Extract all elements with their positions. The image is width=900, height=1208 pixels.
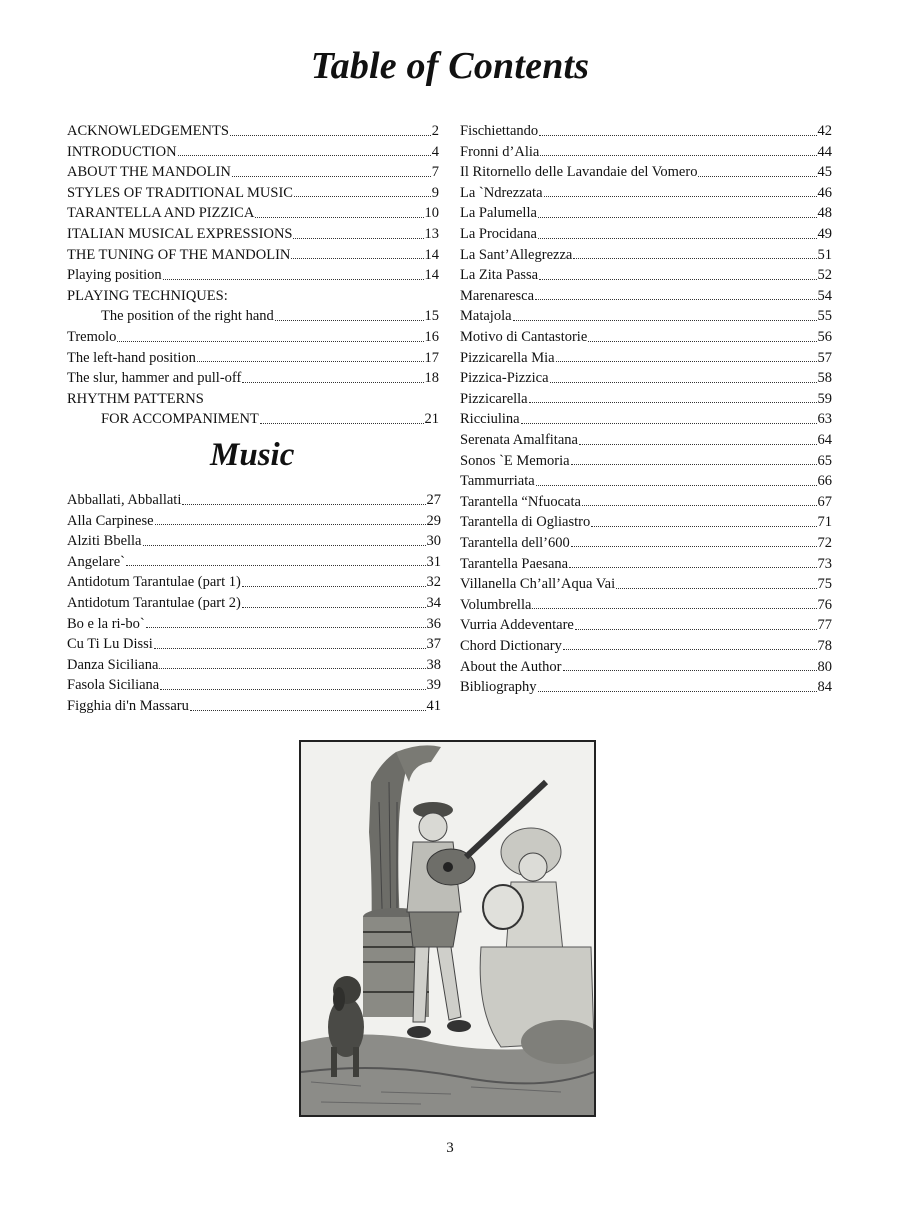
toc-entry-title: STYLES OF TRADITIONAL MUSIC — [67, 184, 293, 201]
toc-entry — [67, 693, 441, 714]
toc-entry-title: La `Ndrezzata — [460, 184, 543, 201]
toc-leader-dots — [163, 278, 424, 280]
toc-leader-dots — [294, 195, 431, 197]
toc-entry-title: Matajola — [460, 308, 512, 325]
toc-entry-page: 52 — [817, 267, 832, 284]
toc-entry-page: 42 — [817, 123, 832, 140]
toc-entry — [460, 118, 832, 139]
toc-entry-page: 80 — [817, 658, 832, 675]
toc-leader-dots — [616, 587, 816, 589]
toc-entry-page: 32 — [426, 574, 441, 591]
toc-leader-dots — [260, 422, 424, 424]
toc-entry-title: Playing position — [67, 267, 162, 284]
toc-leader-dots — [538, 237, 817, 239]
toc-entry — [460, 365, 832, 386]
toc-leader-dots — [155, 523, 426, 525]
toc-entry-page: 7 — [431, 164, 439, 181]
toc-entry-page: 84 — [817, 679, 832, 696]
toc-entry — [67, 549, 441, 570]
toc-entry — [67, 386, 439, 407]
toc-leader-dots — [698, 175, 816, 177]
toc-entry-page: 31 — [426, 553, 441, 570]
toc-entry-title: Bo e la ri-bo` — [67, 615, 145, 632]
toc-entry — [67, 345, 439, 366]
toc-entry — [460, 345, 832, 366]
toc-entry-title: TARANTELLA AND PIZZICA — [67, 205, 255, 222]
toc-entry-title: Figghia di'n Massaru — [67, 698, 189, 715]
toc-entry-title: THE TUNING OF THE MANDOLIN — [67, 246, 291, 263]
toc-entry — [460, 448, 832, 469]
toc-entry-page: 59 — [817, 390, 832, 407]
toc-entry-page: 2 — [431, 123, 439, 140]
toc-leader-dots — [521, 422, 817, 424]
toc-entry-title: Bibliography — [460, 679, 537, 696]
toc-leader-dots — [532, 607, 816, 609]
toc-entry-title: La Palumella — [460, 205, 537, 222]
toc-leader-dots — [178, 154, 431, 156]
toc-entry — [460, 262, 832, 283]
toc-entry-page: 39 — [426, 677, 441, 694]
toc-leader-dots — [513, 319, 817, 321]
toc-entry — [460, 283, 832, 304]
toc-entry — [460, 406, 832, 427]
toc-entry-title: Vurria Addeventare — [460, 617, 574, 634]
toc-leader-dots — [571, 545, 817, 547]
toc-entry-page: 29 — [426, 512, 441, 529]
toc-entry — [67, 221, 439, 242]
toc-entry-title: ACKNOWLEDGEMENTS — [67, 123, 229, 140]
toc-entry — [67, 283, 439, 304]
toc-entry-title: La Procidana — [460, 226, 537, 243]
toc-entry-page: 55 — [817, 308, 832, 325]
toc-leader-dots — [540, 154, 816, 156]
toc-leader-dots — [579, 443, 817, 445]
toc-leader-dots — [556, 360, 817, 362]
toc-entry-page: 57 — [817, 349, 832, 366]
toc-leader-dots — [588, 340, 816, 342]
toc-entry-title: La Sant’Allegrezza — [460, 246, 573, 263]
toc-entry-page: 76 — [817, 596, 832, 613]
toc-entry — [67, 611, 441, 632]
toc-entry-page: 15 — [424, 308, 439, 325]
toc-leader-dots — [154, 647, 426, 649]
toc-entry — [460, 653, 832, 674]
toc-leader-dots — [230, 134, 431, 136]
toc-entry-page: 64 — [817, 432, 832, 448]
toc-entry-title: Chord Dictionary — [460, 637, 562, 654]
toc-entry — [67, 242, 439, 263]
toc-entry-title: Alziti Bbella — [67, 533, 142, 550]
toc-entry — [67, 406, 439, 427]
toc-entry-page: 77 — [817, 617, 832, 634]
toc-entry — [67, 652, 441, 673]
toc-entry-title: Antidotum Tarantulae (part 1) — [67, 574, 241, 591]
toc-leader-dots — [182, 503, 425, 505]
toc-entry-page: 58 — [817, 370, 832, 387]
toc-entry — [67, 180, 439, 201]
toc-leader-dots — [571, 463, 817, 465]
toc-entry — [460, 468, 832, 489]
toc-entry — [460, 427, 832, 448]
toc-entry-page: 37 — [426, 636, 441, 653]
toc-entry-title: ITALIAN MUSICAL EXPRESSIONS — [67, 226, 293, 243]
toc-entry-title: Tremolo — [67, 329, 117, 346]
toc-leader-dots — [293, 237, 423, 239]
toc-entry-title: Abballati, Abballati — [67, 492, 182, 509]
toc-entry-title: FOR ACCOMPANIMENT — [101, 411, 259, 428]
toc-entry-title: Antidotum Tarantulae (part 2) — [67, 595, 241, 612]
toc-entry-page: 4 — [431, 143, 439, 160]
toc-entry-title: Motivo di Cantastorie — [460, 329, 588, 346]
toc-leader-dots — [146, 626, 426, 628]
toc-entry-title: Sonos `E Memoria — [460, 452, 570, 469]
toc-entry-page: 73 — [817, 555, 832, 572]
toc-entry-title: Pizzica-Pizzica — [460, 370, 549, 387]
toc-entry-page: 71 — [817, 514, 832, 531]
toc-leader-dots — [197, 360, 424, 362]
page-number: 3 — [446, 1140, 454, 1156]
toc-entry — [460, 674, 832, 695]
toc-left-column — [67, 118, 439, 427]
toc-leader-dots — [159, 667, 425, 669]
toc-entry — [460, 386, 832, 407]
toc-entry-title: Cu Ti Lu Dissi — [67, 636, 153, 653]
toc-entry-title: Il Ritornello delle Lavandaie del Vomero — [460, 164, 698, 181]
toc-entry — [67, 590, 441, 611]
toc-leader-dots — [569, 566, 816, 568]
toc-leader-dots — [275, 319, 424, 321]
toc-entry — [460, 221, 832, 242]
toc-entry-page: 27 — [426, 492, 441, 509]
toc-entry — [460, 633, 832, 654]
toc-leader-dots — [591, 525, 816, 527]
toc-entry-title: Danza Siciliana — [67, 656, 159, 673]
toc-leader-dots — [539, 134, 816, 136]
toc-leader-dots — [242, 585, 426, 587]
toc-entry — [67, 159, 439, 180]
toc-right-column — [460, 118, 832, 695]
toc-leader-dots — [242, 606, 426, 608]
toc-entry-title: Alla Carpinese — [67, 512, 154, 529]
toc-leader-dots — [563, 648, 817, 650]
toc-leader-dots — [544, 195, 817, 197]
toc-entry-title: The slur, hammer and pull-off — [67, 370, 242, 387]
toc-entry-title: The position of the right hand — [101, 308, 274, 325]
toc-entry-page: 21 — [424, 411, 439, 428]
toc-leader-dots — [232, 175, 431, 177]
toc-leader-dots — [126, 564, 426, 566]
page-title: Table of Contents — [310, 45, 590, 87]
toc-entry — [67, 672, 441, 693]
toc-entry — [67, 631, 441, 652]
toc-leader-dots — [575, 628, 817, 630]
toc-entry — [460, 530, 832, 551]
toc-entry-title: Tammurriata — [460, 473, 535, 490]
toc-entry-page: 51 — [817, 246, 832, 263]
toc-entry — [460, 612, 832, 633]
toc-music-column — [67, 487, 441, 714]
toc-leader-dots — [538, 216, 817, 218]
toc-entry-page: 38 — [426, 656, 441, 673]
toc-entry-title: Fronni d’Alia — [460, 143, 540, 160]
toc-entry-title: Tarantella “Nfuocata — [460, 493, 581, 510]
toc-entry-title: Ricciulina — [460, 411, 520, 428]
toc-entry — [460, 303, 832, 324]
toc-entry-page: 14 — [424, 246, 439, 263]
toc-entry-title: RHYTHM PATTERNS — [67, 390, 204, 407]
toc-entry — [460, 571, 832, 592]
toc-entry-page: 41 — [426, 698, 441, 715]
toc-leader-dots — [143, 544, 426, 546]
toc-entry-page: 16 — [424, 329, 439, 346]
toc-entry-page: 56 — [817, 329, 832, 346]
toc-entry — [460, 200, 832, 221]
toc-entry-page: 10 — [424, 205, 439, 222]
toc-entry-page: 67 — [817, 493, 832, 510]
toc-entry-title: Fischiettando — [460, 123, 539, 140]
toc-entry-title: INTRODUCTION — [67, 143, 177, 160]
toc-leader-dots — [160, 688, 425, 690]
toc-entry — [460, 509, 832, 530]
toc-entry-title: Fasola Siciliana — [67, 677, 160, 694]
toc-entry — [67, 262, 439, 283]
toc-entry-page: 72 — [817, 534, 832, 551]
toc-leader-dots — [255, 216, 423, 218]
toc-entry-title: Marenaresca — [460, 287, 535, 304]
toc-entry-page: 44 — [817, 143, 832, 160]
toc-entry — [67, 324, 439, 345]
toc-entry — [460, 159, 832, 180]
toc-entry-title: Serenata Amalfitana — [460, 432, 578, 448]
toc-entry-page: 75 — [817, 576, 832, 593]
toc-entry-page: 63 — [817, 411, 832, 428]
toc-entry — [460, 180, 832, 201]
toc-entry-page: 9 — [431, 184, 439, 201]
toc-leader-dots — [538, 690, 817, 692]
toc-leader-dots — [582, 504, 817, 506]
toc-leader-dots — [535, 298, 816, 300]
toc-entry — [460, 592, 832, 613]
toc-entry-page: 18 — [424, 370, 439, 387]
toc-entry — [67, 118, 439, 139]
toc-entry-page: 46 — [817, 184, 832, 201]
toc-entry-title: ABOUT THE MANDOLIN — [67, 164, 231, 181]
toc-entry-title: Tarantella dell’600 — [460, 534, 570, 551]
toc-entry — [460, 324, 832, 345]
toc-entry-page: 36 — [426, 615, 441, 632]
toc-entry-page: 66 — [817, 473, 832, 490]
toc-entry-page: 34 — [426, 595, 441, 612]
toc-entry — [67, 569, 441, 590]
toc-entry — [460, 550, 832, 571]
toc-entry — [67, 365, 439, 386]
toc-entry-page: 17 — [424, 349, 439, 366]
toc-entry-page: 78 — [817, 637, 832, 654]
toc-entry-title: PLAYING TECHNIQUES: — [67, 287, 228, 304]
toc-leader-dots — [190, 709, 426, 711]
toc-entry — [460, 139, 832, 160]
toc-entry — [67, 303, 439, 324]
toc-leader-dots — [536, 484, 817, 486]
music-section-heading: Music — [210, 437, 295, 473]
toc-entry — [67, 139, 439, 160]
toc-entry-title: La Zita Passa — [460, 267, 539, 284]
toc-leader-dots — [529, 401, 817, 403]
toc-entry-title: Villanella Ch’all’Aqua Vai — [460, 576, 616, 593]
toc-entry-page: 45 — [817, 164, 832, 181]
toc-entry-page: 49 — [817, 226, 832, 243]
toc-entry-page: 13 — [424, 226, 439, 243]
toc-entry-title: Pizzicarella Mia — [460, 349, 555, 366]
toc-entry-title: Tarantella Paesana — [460, 555, 569, 572]
toc-entry-page: 48 — [817, 205, 832, 222]
toc-entry — [67, 508, 441, 529]
toc-entry-page: 14 — [424, 267, 439, 284]
toc-entry-title: Pizzicarella — [460, 390, 528, 407]
toc-leader-dots — [573, 257, 816, 259]
toc-entry — [67, 487, 441, 508]
toc-leader-dots — [563, 669, 817, 671]
toc-leader-dots — [539, 278, 816, 280]
toc-entry-page: 30 — [426, 533, 441, 550]
toc-entry — [460, 242, 832, 263]
toc-entry-title: Volumbrella — [460, 596, 532, 613]
toc-leader-dots — [550, 381, 817, 383]
toc-leader-dots — [291, 257, 423, 259]
toc-entry-page: 54 — [817, 287, 832, 304]
toc-entry-title: Tarantella di Ogliastro — [460, 514, 591, 531]
toc-leader-dots — [117, 340, 423, 342]
toc-entry-page: 65 — [817, 452, 832, 469]
toc-entry-title: About the Author — [460, 658, 562, 675]
toc-entry — [67, 200, 439, 221]
toc-entry — [67, 528, 441, 549]
engraving-mandolin-player-icon — [299, 740, 596, 1117]
toc-entry-title: The left-hand position — [67, 349, 196, 366]
toc-entry-title: Angelare` — [67, 553, 125, 570]
toc-leader-dots — [242, 381, 423, 383]
toc-entry — [460, 489, 832, 510]
